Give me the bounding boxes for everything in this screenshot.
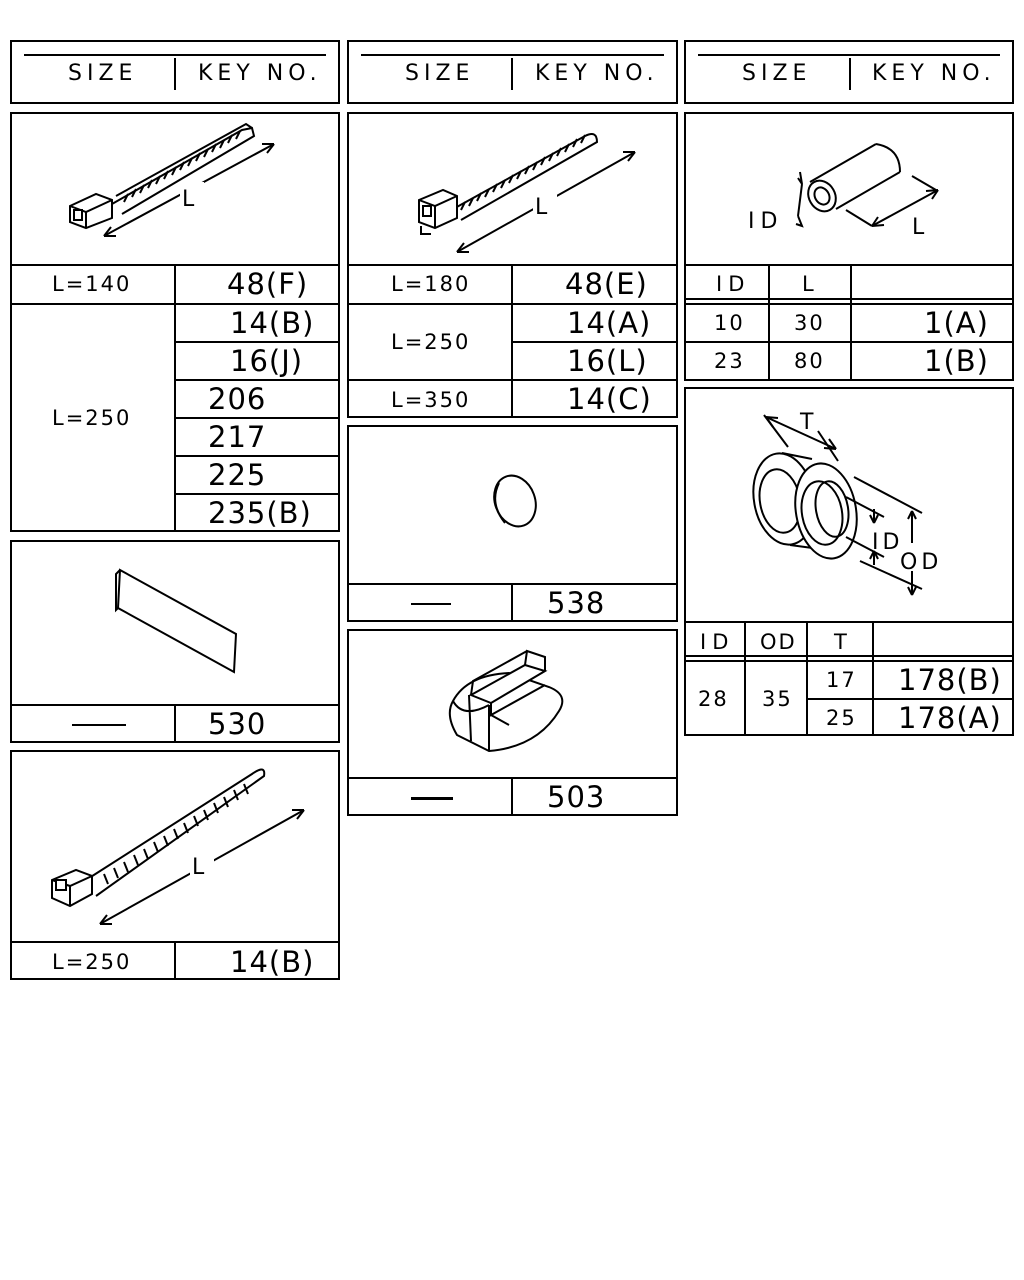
key-cell: 14(A) [567,306,652,340]
table-header: ID [716,272,751,296]
key-cell: 1(A) [924,306,989,340]
grommet-illustration [686,389,1012,623]
pad-illustration [12,542,338,704]
cable-tie-illustration [349,114,676,266]
table-header: L [802,272,816,296]
cell-t: 25 [826,706,857,730]
size-cell: L=250 [52,406,132,430]
cable-tie-illustration [12,114,338,266]
key-cell: 217 [208,420,267,454]
block-illustration [349,631,676,777]
cable-tie-illustration [12,752,338,942]
panel-tube [684,112,1014,381]
key-cell: 178(A) [898,701,1002,735]
header-size-label: SIZE [742,61,812,86]
dim-label-ID: ID [872,530,904,555]
header-key-label: KEY NO. [872,61,996,86]
dash-symbol [411,603,451,605]
cell-l: 80 [794,349,825,373]
cell-id: 10 [714,311,745,335]
dim-label-T: T [800,410,814,435]
key-cell: 16(L) [567,344,648,378]
header-col3 [684,40,1014,104]
key-cell: 178(B) [898,663,1002,697]
header-size-label: SIZE [405,61,475,86]
cell-l: 30 [794,311,825,335]
disc-illustration [349,427,676,583]
key-cell: 235(B) [208,496,312,530]
size-cell: L=250 [52,950,132,974]
table-header: OD [760,630,797,654]
table-header: ID [700,630,735,654]
dim-label-L: L [912,215,925,240]
dash-symbol [411,797,453,800]
dim-label-L: L [182,187,195,212]
panel-block [347,629,678,816]
key-cell: 538 [547,586,606,620]
cell-t: 17 [826,668,857,692]
panel-disc [347,425,678,622]
header-col1 [10,40,340,104]
key-cell: 1(B) [924,344,989,378]
header-key-label: KEY NO. [535,61,659,86]
key-cell: 206 [208,382,267,416]
table-header: T [834,630,849,654]
key-cell: 225 [208,458,267,492]
size-cell: L=250 [391,330,471,354]
size-cell: L=350 [391,388,471,412]
key-cell: 530 [208,707,267,741]
header-size-label: SIZE [68,61,138,86]
key-cell: 14(C) [567,382,652,416]
key-cell: 503 [547,780,606,814]
size-cell: L=140 [52,272,132,296]
dim-label-L: L [192,855,205,880]
panel-grommet [684,387,1014,736]
key-cell: 16(J) [230,344,304,378]
panel-cable-tie-180 [347,112,678,418]
key-cell: 14(B) [230,945,315,979]
key-cell: 48(F) [227,267,309,301]
panel-pad [10,540,340,743]
key-cell: 14(B) [230,306,315,340]
dash-symbol [72,724,126,726]
dim-label-OD: OD [900,550,943,575]
dim-label-L: L [535,195,548,220]
cell-id: 23 [714,349,745,373]
key-cell: 48(E) [565,267,648,301]
panel-cable-tie-250 [10,750,340,980]
header-col2 [347,40,678,104]
cell-id: 28 [698,687,729,711]
panel-cable-tie-140 [10,112,340,532]
dim-label-ID: ID [748,209,784,234]
size-cell: L=180 [391,272,471,296]
cell-od: 35 [762,687,793,711]
header-key-label: KEY NO. [198,61,322,86]
tube-illustration [686,114,1012,266]
